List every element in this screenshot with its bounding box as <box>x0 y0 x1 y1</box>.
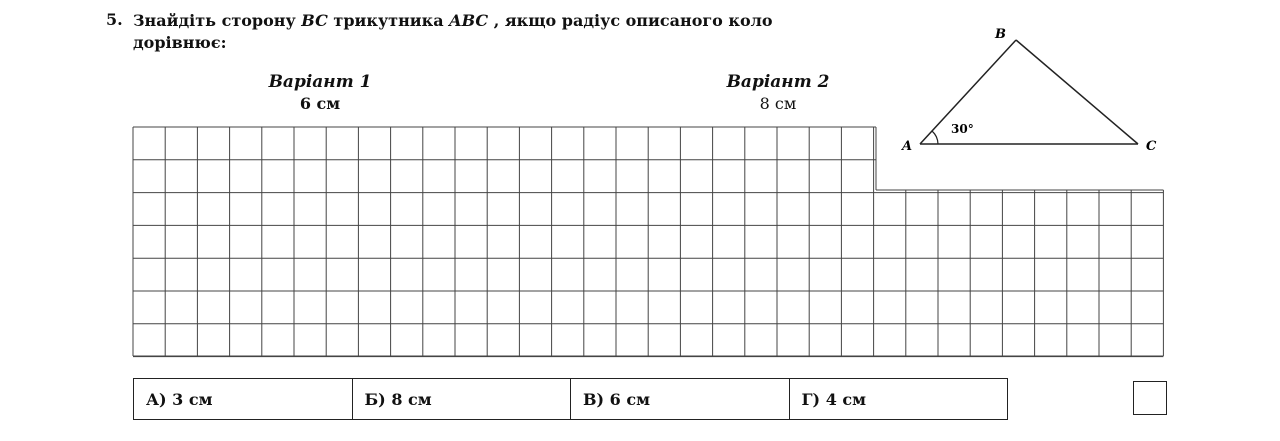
vertex-a-label: A <box>902 139 913 154</box>
vertex-b-label: B <box>995 27 1006 42</box>
variant-2-value: 8 см <box>759 94 797 113</box>
question-text-part3: , якщо радіус описаного коло дорівнює: <box>133 11 773 52</box>
side-bc-label: BC <box>301 11 328 30</box>
angle-30-label: 30° <box>951 122 974 136</box>
variant-1-label: Варіант 1 <box>268 72 372 92</box>
answer-options <box>133 378 1008 420</box>
answer-checkbox[interactable] <box>1133 381 1167 415</box>
answer-option-g[interactable]: Г) 4 см <box>801 389 867 409</box>
triangle-side-bc <box>1016 40 1138 144</box>
variant-1-value: 6 см <box>299 94 341 113</box>
variant-2-label: Варіант 2 <box>726 72 830 92</box>
vertex-c-label: C <box>1146 139 1157 154</box>
answer-option-b[interactable]: Б) 8 см <box>353 379 572 419</box>
angle-arc <box>932 131 938 144</box>
question-text-part2: трикутника <box>327 11 450 30</box>
question-number: 5. <box>106 10 123 29</box>
triangle-abc-label: ABC <box>449 11 489 30</box>
question-text-part1: Знайдіть сторону <box>133 11 302 30</box>
answer-option-v[interactable]: В) 6 см <box>571 379 790 419</box>
answer-option-a[interactable]: А) 3 см <box>134 379 353 419</box>
